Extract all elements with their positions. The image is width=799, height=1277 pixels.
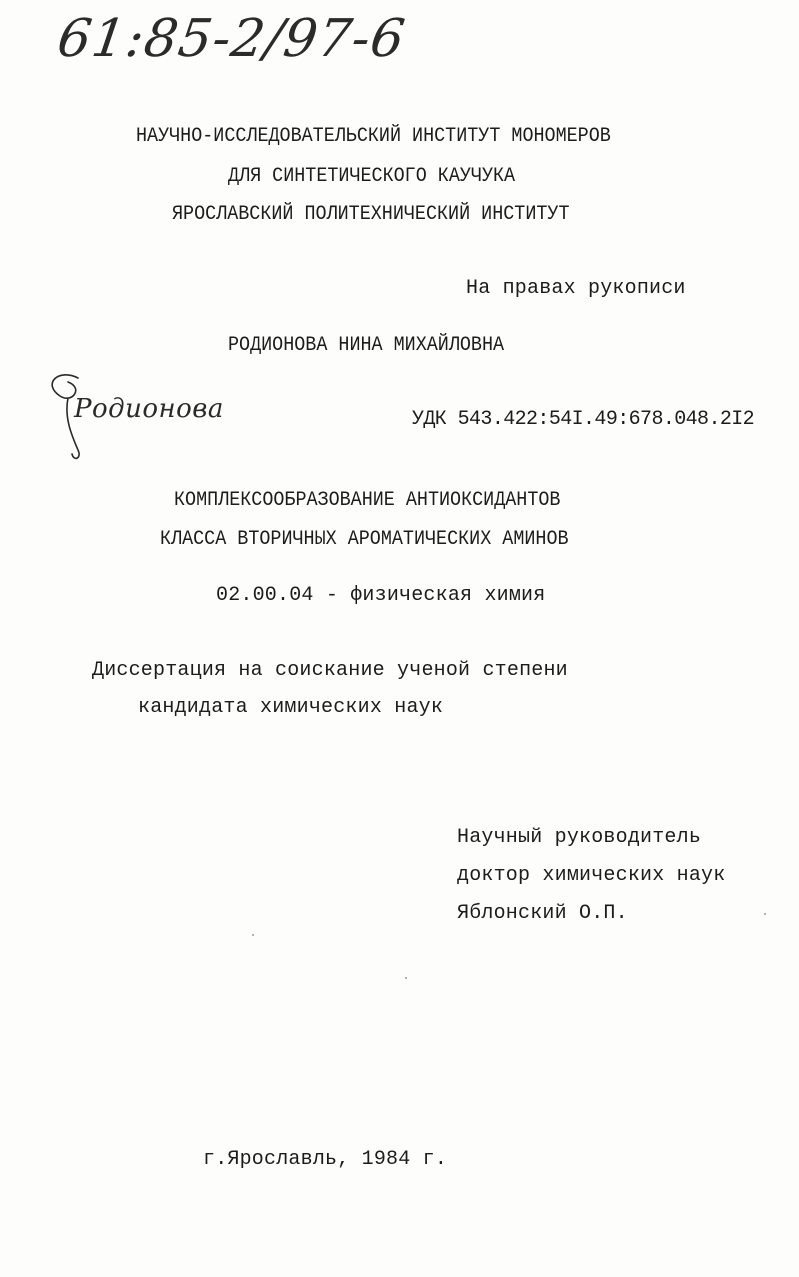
- specialty: 02.00.04 - физическая химия: [216, 584, 546, 607]
- handwritten-signature: [38, 358, 224, 470]
- degree-line-2: кандидата химических наук: [138, 696, 444, 719]
- paper-speck: [405, 977, 407, 979]
- signature-text: Родионова: [74, 394, 224, 424]
- title-line-2: КЛАССА ВТОРИЧНЫХ АРОМАТИЧЕСКИХ АМИНОВ: [160, 528, 569, 551]
- udc-code: УДК 543.422:54I.49:678.048.2I2: [412, 408, 755, 431]
- author-name: РОДИОНОВА НИНА МИХАЙЛОВНА: [228, 334, 505, 357]
- supervisor-degree: доктор химических наук: [457, 864, 726, 887]
- paper-speck: [252, 934, 254, 936]
- institution-line-3: ЯРОСЛАВСКИЙ ПОЛИТЕХНИЧЕСКИЙ ИНСТИТУТ: [172, 203, 570, 226]
- archive-mark: 61:85-2/97-6: [53, 9, 410, 69]
- institution-line-2: ДЛЯ СИНТЕТИЧЕСКОГО КАУЧУКА: [228, 165, 516, 188]
- supervisor-name: Яблонский О.П.: [457, 902, 628, 925]
- degree-line-1: Диссертация на соискание ученой степени: [92, 659, 568, 682]
- supervisor-role: Научный руководитель: [457, 826, 702, 849]
- place-year: г.Ярославль, 1984 г.: [203, 1148, 448, 1171]
- archive-stamp: [53, 4, 418, 90]
- title-line-1: КОМПЛЕКСООБРАЗОВАНИЕ АНТИОКСИДАНТОВ: [174, 489, 561, 512]
- institution-line-1: НАУЧНО-ИССЛЕДОВАТЕЛЬСКИЙ ИНСТИТУТ МОНОМЕРОВ: [136, 125, 611, 148]
- paper-speck: [764, 913, 766, 915]
- manuscript-note: На правах рукописи: [466, 277, 686, 300]
